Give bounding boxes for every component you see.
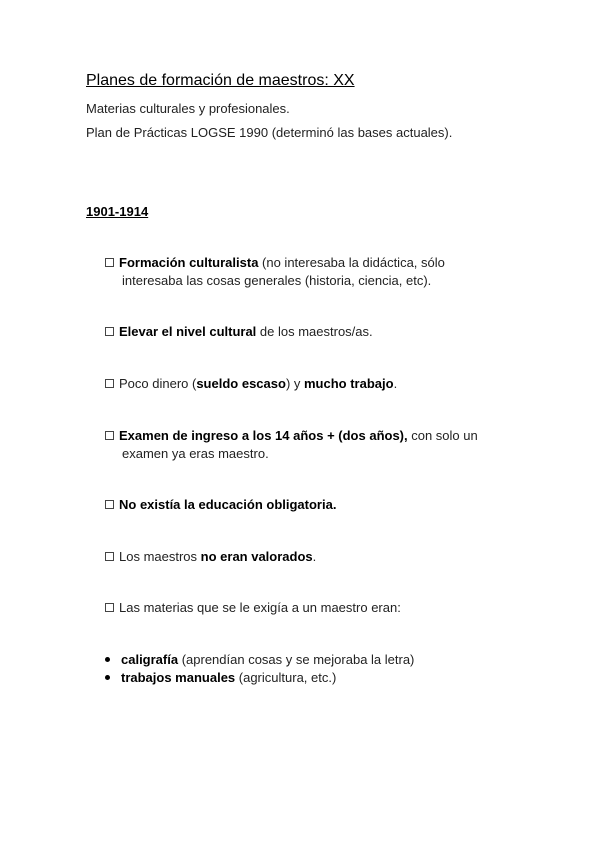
checklist-item-7: [105, 599, 515, 617]
checkbox-icon: [105, 603, 114, 612]
bullet-1-text: (aprendían cosas y se mejoraba la letra): [178, 652, 415, 667]
item-4-bold: Examen de ingreso a los 14 años + (dos años),: [119, 428, 408, 443]
checklist-item-6: [105, 548, 515, 566]
item-4-text-2: examen ya eras maestro.: [122, 446, 269, 461]
bullet-item-2: [105, 669, 336, 687]
item-6-post: .: [312, 549, 317, 564]
document-title: Planes de formación de maestros: XX: [86, 72, 355, 89]
item-5-bold: No existía la educación obligatoria.: [119, 497, 337, 512]
bullet-item-1: [105, 651, 414, 669]
item-1-text-2: interesaba las cosas generales (historia, ciencia, etc).: [122, 273, 432, 288]
item-2-bold: Elevar el nivel cultural: [119, 324, 257, 339]
item-6-bold: no eran valorados: [200, 549, 313, 564]
item-1-bold: Formación culturalista: [119, 255, 259, 270]
checklist-item-4: [105, 427, 515, 463]
item-6-pre: Los maestros: [119, 549, 201, 564]
checkbox-icon: [105, 379, 114, 388]
checklist-item-1: [105, 254, 515, 290]
intro-line-2: Plan de Prácticas LOGSE 1990 (determinó las bases actuales).: [86, 125, 453, 140]
checklist-item-2: [105, 323, 515, 341]
checkbox-icon: [105, 552, 114, 561]
item-3-post: .: [393, 376, 398, 391]
bullet-dot-icon: [105, 657, 110, 662]
item-7-pre: Las materias que se le exigía a un maestro eran:: [119, 600, 401, 615]
item-3-bold-2: mucho trabajo: [304, 376, 394, 391]
checkbox-icon: [105, 258, 114, 267]
bullet-2-text: (agricultura, etc.): [235, 670, 337, 685]
checkbox-icon: [105, 431, 114, 440]
intro-line-1: Materias culturales y profesionales.: [86, 101, 290, 116]
section-heading: 1901-1914: [86, 204, 149, 219]
item-3-bold: sueldo escaso: [196, 376, 286, 391]
item-4-text: con solo un: [407, 428, 478, 443]
item-1-text: (no interesaba la didáctica, sólo: [258, 255, 445, 270]
checkbox-icon: [105, 500, 114, 509]
bullet-2-bold: trabajos manuales: [121, 670, 236, 685]
item-3-mid: ) y: [285, 376, 304, 391]
checkbox-icon: [105, 327, 114, 336]
bullet-1-bold: caligrafía: [121, 652, 179, 667]
checklist-item-3: [105, 375, 515, 393]
item-2-text: de los maestros/as.: [256, 324, 373, 339]
checklist-item-5: [105, 496, 515, 514]
bullet-dot-icon: [105, 675, 110, 680]
item-3-pre: Poco dinero (: [119, 376, 197, 391]
